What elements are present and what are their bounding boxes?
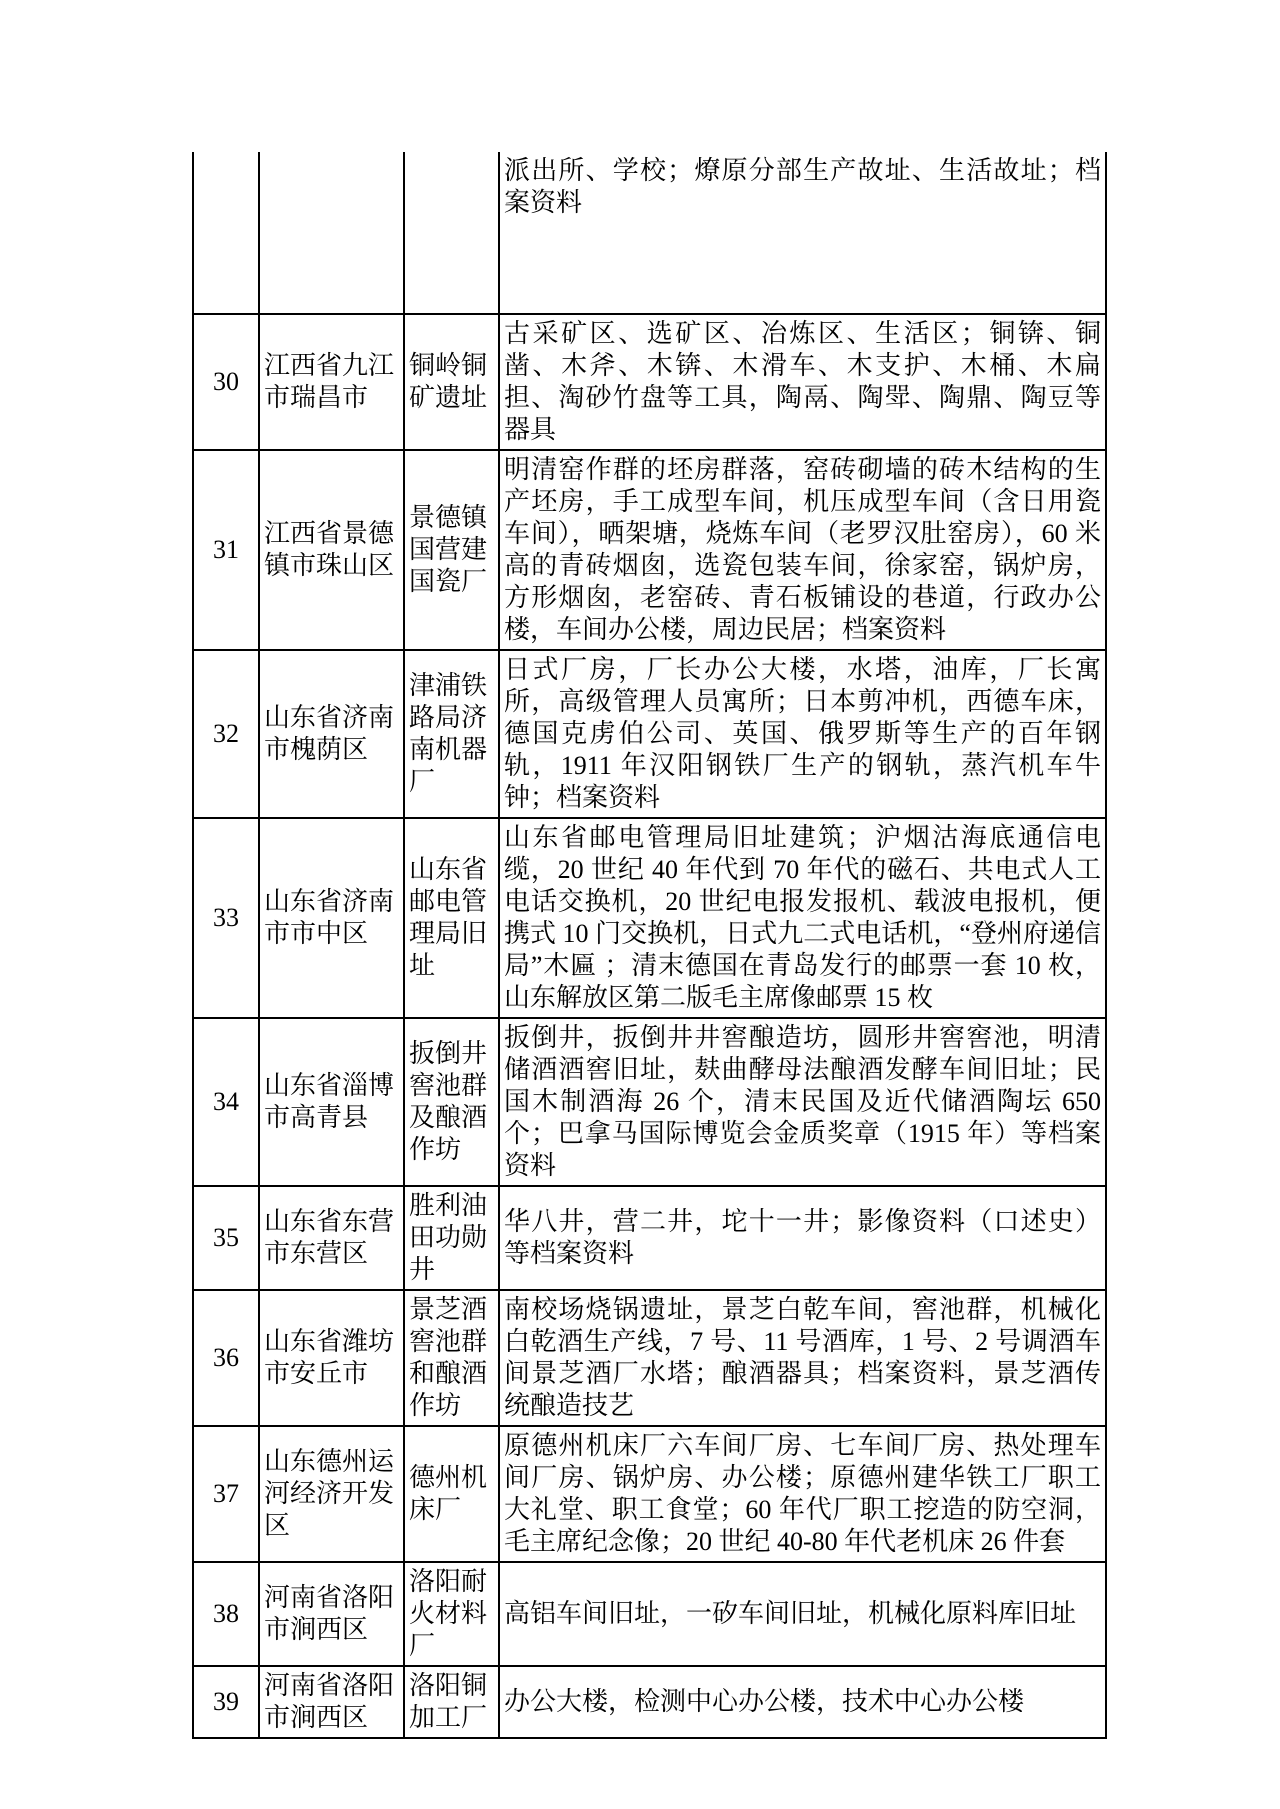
site-name-cell: 景芝酒窖池群和酿酒作坊 <box>404 1290 499 1426</box>
location-cell: 山东省潍坊市安丘市 <box>259 1290 404 1426</box>
location-cell: 山东省济南市市中区 <box>259 818 404 1018</box>
row-number-cell: 36 <box>193 1290 259 1426</box>
location-cell <box>259 152 404 314</box>
location-cell: 江西省景德镇市珠山区 <box>259 450 404 650</box>
location-cell: 河南省洛阳市涧西区 <box>259 1666 404 1738</box>
items-description-cell: 华八井，营二井，坨十一井；影像资料（口述史）等档案资料 <box>499 1186 1106 1290</box>
row-number-cell <box>193 152 259 314</box>
location-cell: 江西省九江市瑞昌市 <box>259 314 404 450</box>
site-name-cell: 扳倒井窖池群及酿酒作坊 <box>404 1018 499 1186</box>
items-description-cell: 扳倒井，扳倒井井窖酿造坊，圆形井窖窖池，明清储酒酒窖旧址，麸曲酵母法酿酒发酵车间旧址；民国木制酒海 26 个，清末民国及近代储酒陶坛 650 个；巴拿马国际博览会金质奖章（1915 年）等档案资料 <box>499 1018 1106 1186</box>
items-description-cell: 山东省邮电管理局旧址建筑；沪烟沽海底通信电缆，20 世纪 40 年代到 70 年代的磁石、共电式人工电话交换机，20 世纪电报发报机、载波电报机，便携式 10 门交换机，日式九二式电话机，“登州府递信局”木匾 ；清末德国在青岛发行的邮票一套 10 枚，山东解放区第二版毛主席像邮票 15 枚 <box>499 818 1106 1018</box>
items-description-cell: 明清窑作群的坯房群落，窑砖砌墙的砖木结构的生产坯房，手工成型车间，机压成型车间（含日用瓷车间），晒架塘，烧炼车间（老罗汉肚窑房），60 米高的青砖烟囱，选瓷包装车间，徐家窑，锅炉房，方形烟囱，老窑砖、青石板铺设的巷道，行政办公楼，车间办公楼，周边民居；档案资料 <box>499 450 1106 650</box>
table-row <box>193 314 1106 450</box>
row-number-cell: 35 <box>193 1186 259 1290</box>
row-number-cell: 38 <box>193 1562 259 1666</box>
table-row <box>193 1290 1106 1426</box>
site-name-cell: 山东省邮电管理局旧址 <box>404 818 499 1018</box>
items-description-cell: 南校场烧锅遗址，景芝白乾车间，窖池群，机械化白乾酒生产线，7 号、11 号酒库，1 号、2 号调酒车间景芝酒厂水塔；酿酒器具；档案资料，景芝酒传统酿造技艺 <box>499 1290 1106 1426</box>
row-number-cell: 34 <box>193 1018 259 1186</box>
site-name-cell: 景德镇国营建国瓷厂 <box>404 450 499 650</box>
row-number-cell: 33 <box>193 818 259 1018</box>
row-number-cell: 30 <box>193 314 259 450</box>
table-row <box>193 1426 1106 1562</box>
site-name-cell: 胜利油田功勋井 <box>404 1186 499 1290</box>
site-name-cell: 铜岭铜矿遗址 <box>404 314 499 450</box>
site-name-cell: 德州机床厂 <box>404 1426 499 1562</box>
row-number-cell: 31 <box>193 450 259 650</box>
location-cell: 山东省东营市东营区 <box>259 1186 404 1290</box>
site-name-cell: 洛阳耐火材料厂 <box>404 1562 499 1666</box>
heritage-sites-table <box>192 152 1107 1739</box>
table-row <box>193 450 1106 650</box>
table-row <box>193 152 1106 314</box>
site-name-cell: 津浦铁路局济南机器厂 <box>404 650 499 818</box>
row-number-cell: 39 <box>193 1666 259 1738</box>
table-row <box>193 1186 1106 1290</box>
items-description-cell: 古采矿区、选矿区、冶炼区、生活区；铜锛、铜凿、木斧、木锛、木滑车、木支护、木桶、木扁担、淘砂竹盘等工具，陶鬲、陶斝、陶鼎、陶豆等器具 <box>499 314 1106 450</box>
table-row <box>193 1562 1106 1666</box>
location-cell: 河南省洛阳市涧西区 <box>259 1562 404 1666</box>
row-number-cell: 32 <box>193 650 259 818</box>
location-cell: 山东德州运河经济开发区 <box>259 1426 404 1562</box>
items-description-cell: 派出所、学校；燎原分部生产故址、生活故址；档案资料 <box>499 152 1106 314</box>
location-cell: 山东省淄博市高青县 <box>259 1018 404 1186</box>
heritage-sites-table-body <box>193 152 1106 1738</box>
items-description-cell: 办公大楼，检测中心办公楼，技术中心办公楼 <box>499 1666 1106 1738</box>
table-row <box>193 1018 1106 1186</box>
table-row <box>193 650 1106 818</box>
site-name-cell <box>404 152 499 314</box>
location-cell: 山东省济南市槐荫区 <box>259 650 404 818</box>
items-description-cell: 高铝车间旧址，一矽车间旧址，机械化原料库旧址 <box>499 1562 1106 1666</box>
table-row <box>193 818 1106 1018</box>
site-name-cell: 洛阳铜加工厂 <box>404 1666 499 1738</box>
items-description-cell: 日式厂房，厂长办公大楼，水塔，油库，厂长寓所，高级管理人员寓所；日本剪冲机，西德车床，德国克虏伯公司、英国、俄罗斯等生产的百年钢轨，1911 年汉阳钢铁厂生产的钢轨，蒸汽机车牛钟；档案资料 <box>499 650 1106 818</box>
row-number-cell: 37 <box>193 1426 259 1562</box>
table-row <box>193 1666 1106 1738</box>
items-description-cell: 原德州机床厂六车间厂房、七车间厂房、热处理车间厂房、锅炉房、办公楼；原德州建华铁工厂职工大礼堂、职工食堂；60 年代厂职工挖造的防空洞，毛主席纪念像；20 世纪 40-80 年代老机床 26 件套 <box>499 1426 1106 1562</box>
